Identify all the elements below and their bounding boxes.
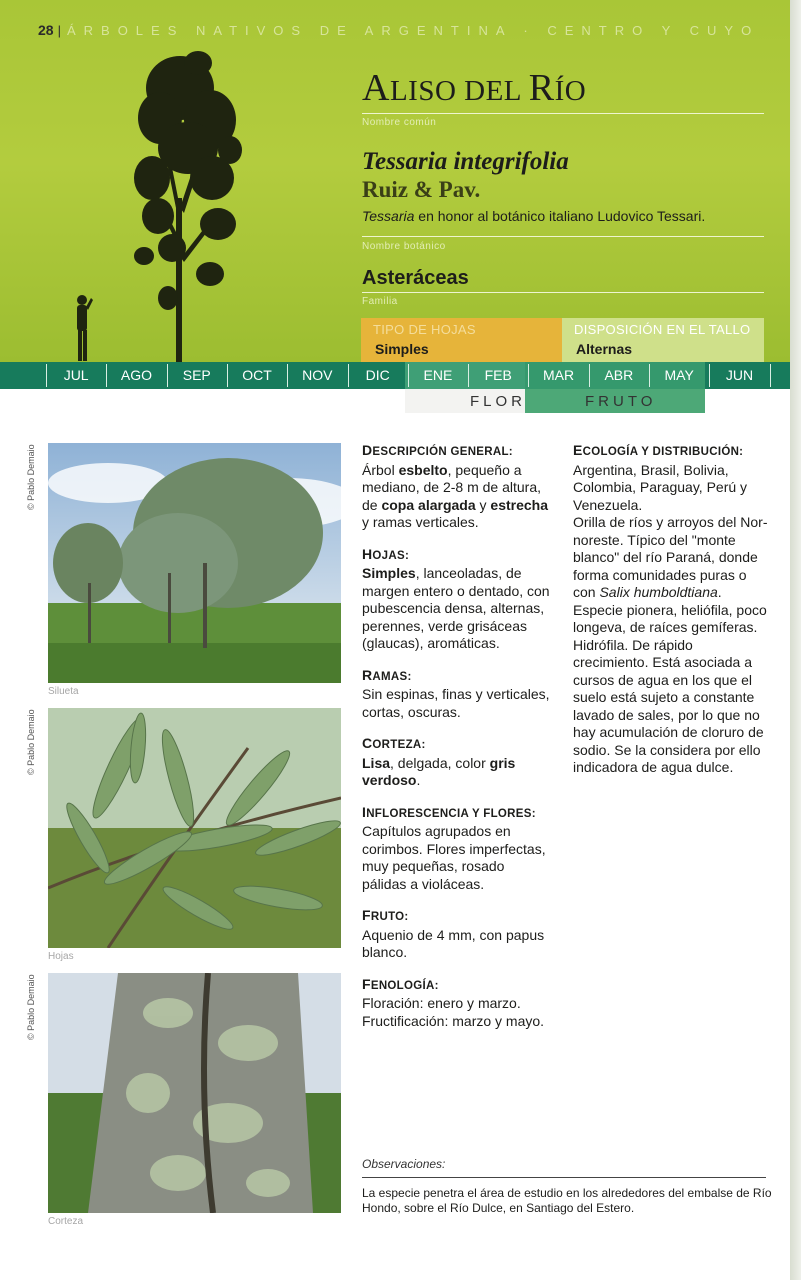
observations-rule <box>362 1177 766 1178</box>
page-edge <box>790 0 801 1280</box>
leaves-title: HOJAS: <box>362 545 410 562</box>
month-separator <box>709 364 710 387</box>
section-leaves <box>362 546 550 653</box>
month-separator <box>649 364 650 387</box>
month-sep: SEP <box>182 367 211 383</box>
phenology-fruiting: Fructificación: marzo y mayo. <box>362 1012 545 1029</box>
section-description <box>362 442 550 532</box>
photo-credit-2: © Pablo Demaio <box>26 709 36 775</box>
month-jul: JUL <box>63 367 89 383</box>
person-scale-icon <box>77 295 93 361</box>
month-feb: FEB <box>484 367 512 383</box>
scientific-name: Tessaria integrifolia <box>362 148 569 175</box>
scientific-author: Ruiz & Pav. <box>362 177 481 202</box>
month-dic: DIC <box>365 367 390 383</box>
month-nov: NOV <box>302 367 333 383</box>
month-separator <box>227 364 228 387</box>
description-text: Árbol esbelto, pequeño a mediano, de 2-8 m de altura, de copa alargada y estrecha y ramas verticales. <box>362 461 548 530</box>
fruit-title: FRUTO: <box>362 907 409 923</box>
month-jun: JUN <box>725 367 754 383</box>
month-abr: ABR <box>604 367 634 383</box>
ecology-habitat: Orilla de ríos y arroyos del Nor-noreste. Típico del "monte blanco" del río Paraná, donde forma comunidades puras o con Salix humboldtiana. Especie pionera, heliófila, poco longeva, de raíces gemíferas. Hidrófila. De rápido crecimiento. Está asociada a cursos de agua en los que el suelo está sujeto a constante lavado de sales, por lo que no hay acumulación de cloruro de sodio. Se la considera por ello indicadora de agua dulce. <box>573 514 768 775</box>
section-inflorescence <box>362 804 550 894</box>
leaf-type-label: TIPO DE HOJAS <box>373 322 476 337</box>
month-ago: AGO <box>120 367 152 383</box>
arrangement-label: DISPOSICIÓN EN EL TALLO <box>574 322 751 337</box>
inflorescence-title: INFLORESCENCIA Y FLORES: <box>362 803 536 820</box>
botanical-caption: Nombre botánico <box>362 241 446 252</box>
month-separator <box>589 364 590 387</box>
month-separator <box>348 364 349 387</box>
leaf-type-box <box>361 318 562 362</box>
page-number: 28 <box>38 22 54 38</box>
section-phenology <box>362 976 550 1031</box>
month-separator <box>106 364 107 387</box>
description-column <box>362 442 550 1044</box>
month-separator <box>468 364 469 387</box>
flowering-label: FLOR <box>470 393 527 410</box>
running-header-text: ÁRBOLES NATIVOS DE ARGENTINA · CENTRO Y CUYO <box>66 23 760 38</box>
arrangement-box <box>562 318 764 362</box>
bark-title: CORTEZA: <box>362 735 426 751</box>
running-header <box>38 22 759 38</box>
month-separator <box>287 364 288 387</box>
family-rule <box>362 292 764 293</box>
silhouette-photo <box>48 443 341 683</box>
leaves-text: Simples, lanceoladas, de margen entero o dentado, con pubescencia densa, alternas, perennes, verde grisáceas (glaucas), aromáticas. <box>362 565 550 651</box>
section-branches <box>362 667 550 722</box>
bark-photo <box>48 973 341 1213</box>
month-separator <box>46 364 47 387</box>
observations-label: Observaciones: <box>362 1157 446 1171</box>
leaves-caption: Hojas <box>48 951 74 962</box>
arrangement-value: Alternas <box>576 341 633 357</box>
description-title: DESCRIPCIÓN GENERAL: <box>362 442 513 458</box>
month-separator <box>408 364 409 387</box>
family-name: Asteráceas <box>362 267 469 289</box>
leaf-type-value: Simples <box>375 341 429 357</box>
silhouette-caption: Silueta <box>48 686 79 697</box>
fruit-text: Aquenio de 4 mm, con papus blanco. <box>362 926 545 960</box>
inflorescence-text: Capítulos agrupados en corimbos. Flores imperfectas, muy pequeñas, rosado pálidas a violáceas. <box>362 823 546 892</box>
title-rule <box>362 113 764 114</box>
phenology-flowering: Floración: enero y marzo. <box>362 995 521 1011</box>
photo-credit-1: © Pablo Demaio <box>26 444 36 510</box>
section-bark <box>362 735 550 790</box>
fruiting-label: FRUTO <box>585 393 657 410</box>
month-separator <box>167 364 168 387</box>
botanical-rule <box>362 236 764 237</box>
observations-text: La especie penetra el área de estudio en los alrededores del embalse de Río Hondo, sobre el Río Dulce, en Santiago del Estero. <box>362 1186 772 1215</box>
month-separator <box>770 364 771 387</box>
section-fruit <box>362 907 550 962</box>
common-name: ALISO DEL RÍO <box>362 67 587 109</box>
family-caption: Familia <box>362 296 398 307</box>
bark-caption: Corteza <box>48 1216 84 1227</box>
common-name-caption: Nombre común <box>362 117 437 128</box>
tree-silhouette-icon <box>60 48 270 362</box>
leaves-photo <box>48 708 341 948</box>
branches-text: Sin espinas, finas y verticales, cortas, oscuras. <box>362 686 550 720</box>
month-oct: OCT <box>242 367 272 383</box>
ecology-title: ECOLOGÍA Y DISTRIBUCIÓN: <box>573 442 744 458</box>
month-ene: ENE <box>423 367 453 383</box>
header-separator: | <box>57 23 61 38</box>
month-may: MAY <box>664 367 694 383</box>
etymology: Tessaria en honor al botánico italiano Ludovico Tessari. <box>362 208 706 224</box>
bark-text: Lisa, delgada, color gris verdoso. <box>362 754 516 788</box>
ecology-column <box>573 442 769 777</box>
ecology-distribution: Argentina, Brasil, Bolivia, Colombia, Paraguay, Perú y Venezuela. <box>573 461 748 513</box>
photo-credit-3: © Pablo Demaio <box>26 974 36 1040</box>
phenology-title: FENOLOGÍA: <box>362 975 439 992</box>
branches-title: RAMAS: <box>362 666 412 683</box>
month-separator <box>528 364 529 387</box>
month-mar: MAR <box>542 367 575 383</box>
